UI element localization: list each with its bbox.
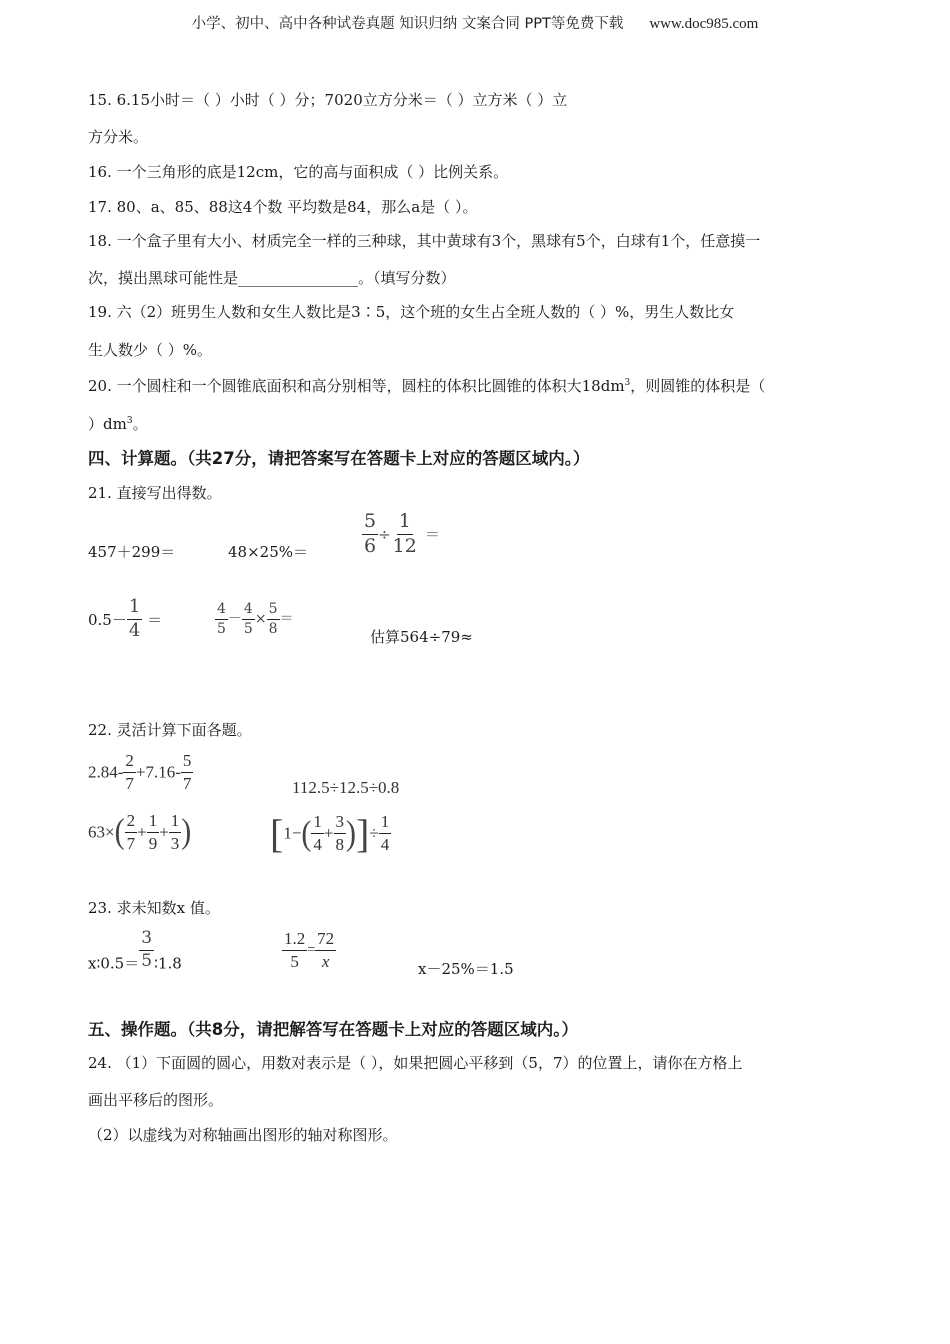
- question-18-line2: 次，摸出黑球可能性是________________。（填写分数）: [88, 269, 456, 287]
- fraction: $\frac{4}{5}$: [217, 601, 226, 637]
- fraction: $\frac{1.2}{5}$: [284, 929, 306, 971]
- question-22-intro: 22. 灵活计算下面各题。: [88, 721, 252, 739]
- q22-expr-2: 112.5÷12.5÷0.8: [292, 778, 400, 797]
- q21-expr-1: 457＋299＝: [88, 543, 176, 561]
- header-text: 小学、初中、高中各种试卷真题 知识归纳 文案合同 PPT等免费下载: [191, 16, 624, 32]
- q22-expr-1: 2.84- $\frac{2}{7}$ +7.16- $\frac{5}{7}$: [88, 751, 192, 793]
- fraction: $\frac{72}{x}$: [317, 929, 335, 971]
- q21-expr-2: 48×25%＝: [228, 543, 308, 561]
- q20-line2-sup: 3: [126, 416, 133, 426]
- fraction: $\frac{3}{8}$: [335, 812, 345, 854]
- q20-line2-b: 。: [132, 415, 148, 433]
- question-20-line2: [88, 411, 148, 434]
- question-24-line1: 24. （1）下面圆的圆心，用数对表示是（ ），如果把圆心平移到（5，7）的位置上，请你在方格上: [88, 1054, 743, 1072]
- q20-line2-a: ）dm: [88, 415, 127, 433]
- fraction: $\frac{5}{6}$: [364, 510, 377, 557]
- question-17: 17. 80、a、85、88这4个数 平均数是84，那么a是（ ）。: [88, 198, 478, 216]
- fraction: $\frac{4}{5}$: [243, 601, 253, 637]
- question-16: 16. 一个三角形的底是12cm，它的高与面积成（ ）比例关系。: [88, 163, 509, 181]
- fraction: $\frac{1}{12}$: [392, 510, 417, 557]
- question-21-intro: 21. 直接写出得数。: [88, 484, 222, 502]
- q20-sup: 3: [624, 378, 631, 388]
- question-24-line3: （2）以虚线为对称轴画出图形的轴对称图形。: [88, 1126, 398, 1144]
- q22-expr-3: 63×( $\frac{2}{7}$ + $\frac{1}{9}$ + $\frac{1}{3}$ ): [88, 811, 192, 853]
- q22-expr-4: [1−( $\frac{1}{4}$ + $\frac{3}{8}$ )]÷ $\frac{1}{4}$: [270, 811, 390, 856]
- fraction: $\frac{2}{7}$: [126, 811, 136, 853]
- question-15-line2: 方分米。: [88, 128, 149, 146]
- question-23-intro: 23. 求未知数x 值。: [88, 899, 220, 917]
- question-20-line1: [88, 373, 765, 396]
- section-4-title: 四、计算题。（共27分，请把答案写在答题卡上对应的答题区域内。）: [88, 449, 590, 468]
- fraction: $\frac{5}{8}$: [268, 601, 278, 637]
- fraction: $\frac{5}{7}$: [182, 751, 192, 793]
- header-url[interactable]: www.doc985.com: [649, 16, 759, 32]
- page-header: [0, 12, 950, 33]
- q20-text-b: ，则圆锥的体积是（: [630, 377, 766, 395]
- q21-expr-6: 估算564÷79≈: [370, 628, 473, 646]
- q20-text-a: 20. 一个圆柱和一个圆锥底面积和高分别相等，圆柱的体积比圆锥的体积大18dm: [88, 377, 625, 395]
- q21-expr-4: 0.5－ $\frac{1}{4}$ ＝: [88, 596, 163, 641]
- section-5-title: 五、操作题。（共8分，请把解答写在答题卡上对应的答题区域内。）: [88, 1020, 578, 1039]
- q21-expr-3: $\frac{5}{6}$ ÷ $\frac{1}{12}$ ＝: [364, 510, 440, 557]
- q21-expr-5: $\frac{4}{5}$ － $\frac{4}{5}$ × $\frac{5}{8}$ ＝: [217, 601, 294, 637]
- fraction: $\frac{1}{4}$: [380, 812, 390, 854]
- q23-expr-1: x∶0.5＝ $\frac{3}{5}$ ∶1.8: [88, 928, 182, 973]
- question-19-line2: 生人数少（ ）%。: [88, 341, 213, 359]
- question-18-line1: 18. 一个盒子里有大小、材质完全一样的三种球，其中黄球有3个，黑球有5个，白球有1个，任意摸一: [88, 232, 761, 250]
- q23-expr-2: $\frac{1.2}{5}$ = $\frac{72}{x}$: [284, 929, 335, 971]
- question-15-line1: 15. 6.15小时＝（ ）小时（ ）分；7020立方分米＝（ ）立方米（ ）立: [88, 91, 568, 109]
- fraction: $\frac{3}{5}$: [141, 928, 153, 971]
- question-24-line2: 画出平移后的图形。: [88, 1091, 224, 1109]
- question-19-line1: 19. 六（2）班男生人数和女生人数比是3∶5，这个班的女生占全班人数的（ ）%，男生人数比女: [88, 303, 735, 321]
- q23-expr-3: x－25%＝1.5: [418, 960, 514, 978]
- fraction: $\frac{2}{7}$: [125, 751, 134, 793]
- fraction: $\frac{1}{9}$: [148, 811, 158, 853]
- fraction: $\frac{1}{3}$: [170, 811, 180, 853]
- fraction: $\frac{1}{4}$: [313, 812, 322, 854]
- fraction: $\frac{1}{4}$: [128, 596, 141, 641]
